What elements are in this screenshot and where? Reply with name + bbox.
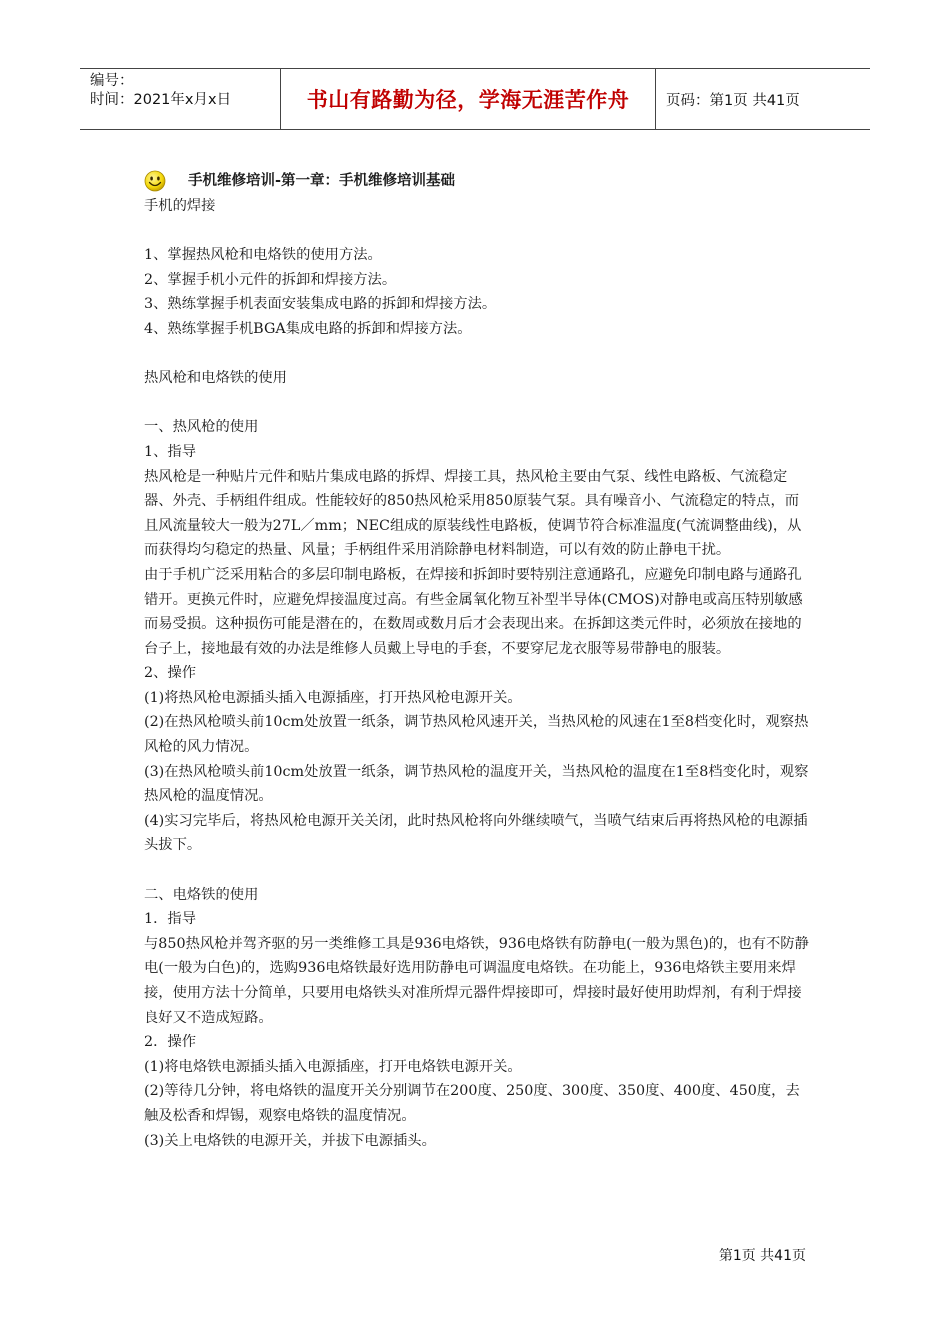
header-motto: 书山有路勤为径，学海无涯苦作舟 [281,69,656,129]
smiley-icon [144,170,166,192]
document-number-label: 编号： [90,73,134,89]
paragraph: 一、热风枪的使用 [144,419,259,436]
header-left-cell [80,69,281,129]
document-body [144,168,812,1153]
paragraph: 2、操作 [144,665,196,682]
paragraph: (3)关上电烙铁的电源开关，并拔下电源插头。 [144,1132,436,1149]
paragraph: 1．指导 [144,911,196,928]
paragraph: (2)等待几分钟，将电烙铁的温度开关分别调节在200度、250度、300度、350度、400度、450度，去触及松香和焊锡，观察电烙铁的温度情况。 [144,1083,800,1124]
paragraph: (3)在热风枪喷头前10cm处放置一纸条，调节热风枪的温度开关，当热风枪的温度在1至8档变化时，观察热风枪的温度情况。 [144,763,809,805]
paragraph: (1)将电烙铁电源插头插入电源插座，打开电烙铁电源开关。 [144,1058,522,1075]
paragraph: 1、掌握热风枪和电烙铁的使用方法。 [144,247,382,264]
paragraph: 热风枪是一种贴片元件和贴片集成电路的拆焊、焊接工具，热风枪主要由气泵、线性电路板、气流稳定器、外壳、手柄组件组成。性能较好的850热风枪采用850原装气泵。具有噪音小、气流稳定的特点，而且风流量较大一般为27L／mm；NEC组成的原装线性电路板，使调节符合标准温度(气流调整曲线)，从而获得均匀稳定的热量、风量；手柄组件采用消除静电材料制造，可以有效的防止静电干扰。 [144,468,802,559]
paragraph: 二、电烙铁的使用 [144,886,259,903]
paragraph: 热风枪和电烙铁的使用 [144,370,287,387]
paragraph: (1)将热风枪电源插头插入电源插座，打开热风枪电源开关。 [144,689,522,706]
paragraph: 3、熟练掌握手机表面安装集成电路的拆卸和焊接方法。 [144,296,497,313]
paragraph: (4)实习完毕后，将热风枪电源开关关闭，此时热风枪将向外继续喷气，当喷气结束后再将热风枪的电源插头拔下。 [144,812,808,854]
paragraph: 与850热风枪并驾齐驱的另一类维修工具是936电烙铁，936电烙铁有防静电(一般为黑色)的，也有不防静电(一般为白色)的，选购936电烙铁最好选用防静电可调温度电烙铁。在功能上，936电烙铁主要用来焊接，使用方法十分简单，只要用电烙铁头对准所焊元器件焊接即可，焊接时最好使用助焊剂，有利于焊接良好又不造成短路。 [144,935,809,1026]
blank-line [144,391,812,416]
paragraph: 由于手机广泛采用粘合的多层印制电路板，在焊接和拆卸时要特别注意通路孔，应避免印制电路与通路孔错开。更换元件时，应避免焊接温度过高。有些金属氧化物互补型半导体(CMOS)对静电或高压特别敏感而易受损。这种损伤可能是潜在的，在数周或数月后才会表现出来。在拆卸这类元件时，必须放在接地的台子上，接地最有效的办法是维修人员戴上导电的手套，不要穿尼龙衣服等易带静电的服装。 [144,566,803,657]
paragraph: (2)在热风枪喷头前10cm处放置一纸条，调节热风枪风速开关，当热风枪的风速在1至8档变化时，观察热风枪的风力情况。 [144,714,809,756]
paragraph-list [144,194,812,1153]
paragraph: 1、指导 [144,443,196,460]
blank-line [144,858,812,883]
title-row [144,168,812,194]
page-footer: 第1页 共41页 [718,1248,806,1264]
header-page-code: 页码：第1页 共41页 [666,92,800,109]
document-title: 手机维修培训-第一章：手机维修培训基础 [188,172,456,189]
blank-line [144,342,812,367]
paragraph: 4、熟练掌握手机BGA集成电路的拆卸和焊接方法。 [144,320,472,337]
paragraph: 手机的焊接 [144,198,216,214]
blank-line [144,219,812,244]
page-header [80,68,870,130]
document-time-label: 时间：2021年x月x日 [90,92,232,108]
paragraph: 2．操作 [144,1034,196,1051]
paragraph: 2、掌握手机小元件的拆卸和焊接方法。 [144,271,397,288]
